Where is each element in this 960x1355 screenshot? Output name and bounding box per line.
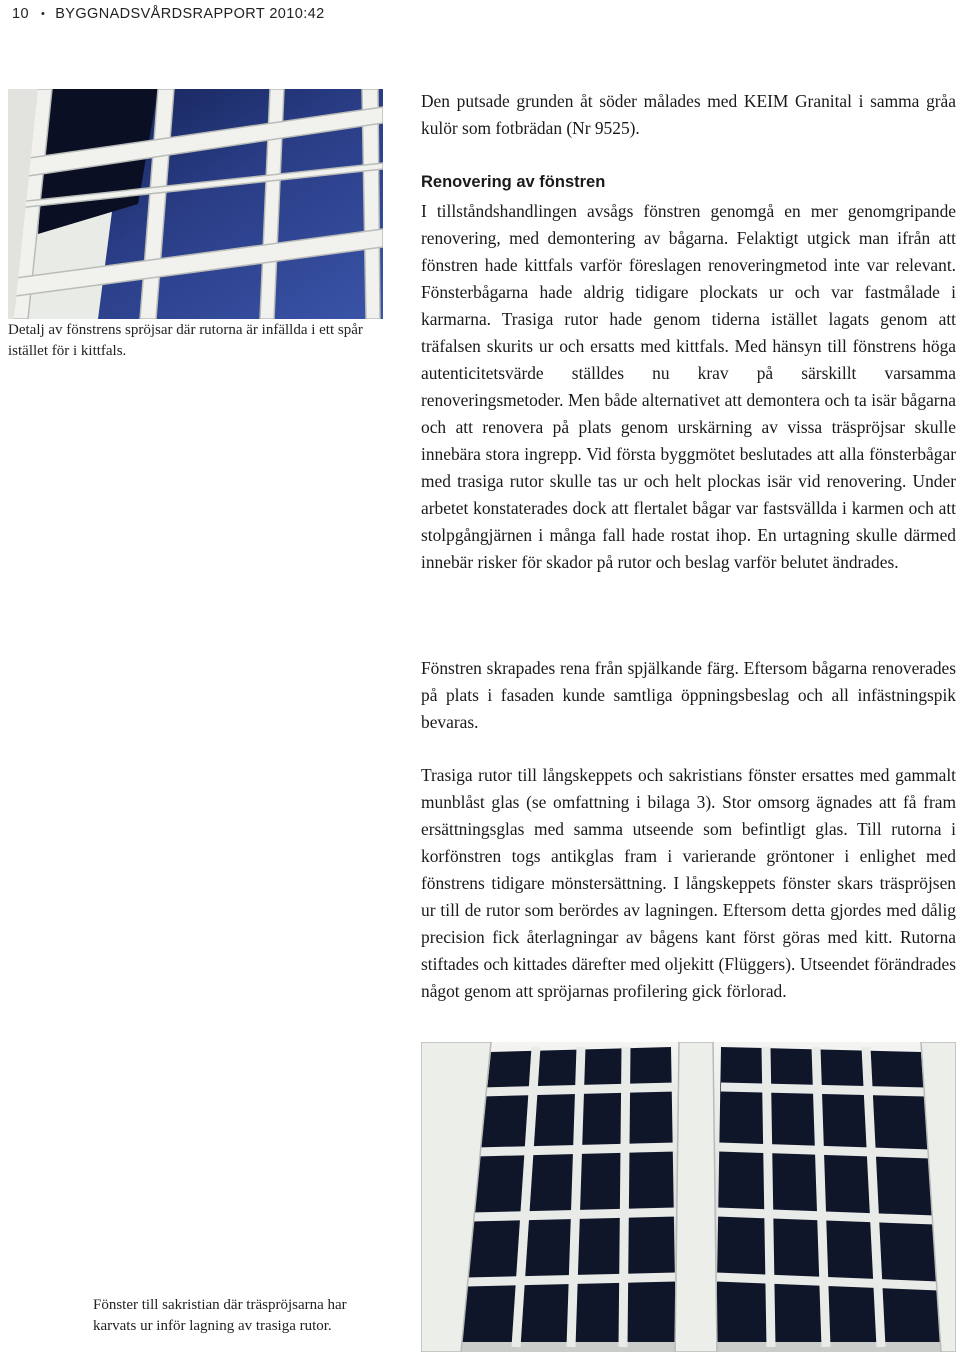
paragraph-1	[421, 198, 956, 576]
paragraph-3-text: Trasiga rutor till långskeppets och sakristians fönster ersattes med gammalt munblåst glas (se omfattning i bilaga 3). Stor omsorg ägnades att få fram ersättningsglas med samma utseende som befintligt glas. Till rutorna i korfönstren togs antikglas fram i varierande gröntoner i enlighet med fönstrens tidigare mönstersättning. I långskeppets fönster skars träspröjsen ur till de rutor som berördes av lagningen. Eftersom detta gjordes med dålig precision fick återlagningar av bågens kant först göras med kitt. Rutorna stiftades och kittades därefter med oljekitt (Flüggers). Utseendet förändrades något genom att spröjarnas profilering gick förlorad.	[421, 765, 956, 1001]
report-title: BYGGNADSVÅRDSRAPPORT 2010:42	[55, 6, 325, 22]
bottom-photo-caption: Fönster till sakristian där träspröjsarna har karvats ur inför lagning av trasiga rutor.	[93, 1297, 347, 1334]
intro-text: Den putsade grunden åt söder målades med KEIM Granital i samma gråa kulör som fotbrädan (Nr 9525).	[421, 91, 956, 138]
intro-paragraph	[421, 88, 956, 142]
paragraph-3	[421, 762, 956, 1005]
paragraph-2-text: Fönstren skrapades rena från spjälkande färg. Eftersom bågarna renoverades på plats i fasaden kunde samtliga öppningsbeslag och all infästningspik bevaras.	[421, 658, 956, 732]
header-bullet: •	[40, 8, 46, 20]
sacristy-window-photo	[421, 1042, 956, 1352]
sacristy-window-illustration	[421, 1042, 956, 1352]
paragraph-2	[421, 655, 956, 736]
section-heading: Renovering av fönstren	[421, 173, 606, 191]
paragraph-1-text: I tillståndshandlingen avsågs fönstren genomgå en mer genomgripande renovering, med demontering av bågarna. Felaktigt utgick man ifrån att fönstren hade kittfals varför föreslagen renoveringmetod inte var relevant. Fönsterbågarna hade aldrig tidigare plockats ur och var fastmålade i karmarna. Trasiga rutor hade genom tiderna istället lagats genom att träfalsen skurits ur och ersatts med kittfals. Med hänsyn till fönstrens höga autenticitetsvärde ställdes nu krav på särskillt varsamma renoveringsmetoder. Men både alternativet att demontera och ta isär bågarna och att renovera på plats genom urskärning av vissa träspröjsar skulle innebära stora ingrepp. Vid första byggmötet beslutades att alla fönsterbågar med trasiga rutor skulle tas ur och helt plockas isär vid renovering. Under arbetet konstaterades dock att flertalet bågar var fastsvällda i karmen och att stolpgångjärnen i många fall hade rostat ihop. En urtagning skulle därmed innebär risker för skador på rutor och beslag varför belutet ändrades.	[421, 201, 956, 572]
top-photo-caption: Detalj av fönstrens spröjsar där rutorna är infällda i ett spår istället för i kittfals.	[8, 322, 363, 359]
window-detail-photo	[8, 89, 383, 319]
window-detail-illustration	[8, 89, 383, 319]
page-number: 10	[12, 6, 29, 22]
running-header	[12, 0, 325, 28]
